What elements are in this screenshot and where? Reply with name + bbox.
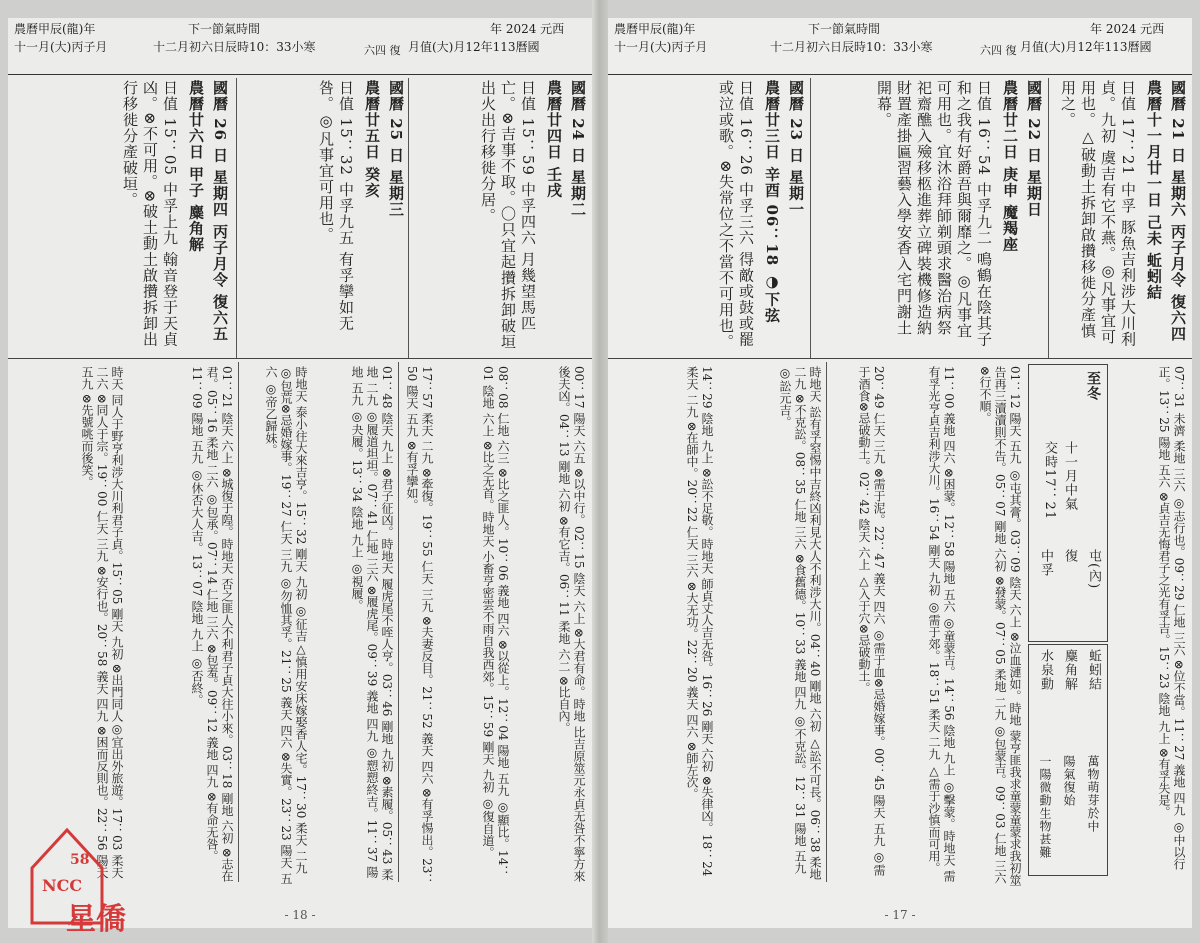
watermark-stamp <box>22 818 132 936</box>
hourly-column: 01：12 陽天 五九 ◎屯其膏。03：09 陰天 六上 ⊗泣血漣如。時地 蒙亨匪我求童蒙童蒙求我初筮告再三瀆瀆則不告。05：07 剛地 六初 ⊗發蒙。07：05 柔地 二九 ◎包蒙吉。09：03 仁地 三六 ⊗行不順。 <box>978 366 1022 886</box>
day-text: 日值 15：59 中孚四六 月幾望馬匹亡。⊗吉事不取。〇只宜起攢拆卸破垣出火出行移徙分居。 <box>479 80 537 350</box>
month-info: 月值(大)月12年113曆國 <box>408 40 540 54</box>
page-header <box>8 18 592 70</box>
term-time: 交時17：21 <box>1042 441 1057 521</box>
hourly-column: 00：17 陽天 六五 ⊗以中行。02：15 陰天 六上 ⊗大君有命。時地 比吉原筮元永貞无咎不寧方來後夫凶。04：13 剛地 六初 ⊗有它吉。06：11 柔地 六二 ⊗比自內。 <box>557 366 586 882</box>
column-rule <box>1048 78 1049 358</box>
western-year: 年 2024 元西 <box>1090 22 1165 36</box>
page-number: - 18 - <box>284 908 316 922</box>
column-rule <box>398 362 399 882</box>
phenomenon: 麋角解 <box>1062 649 1077 691</box>
day-text: 日值 16：26 中孚三六 得敵或鼓或罷或泣或歌。⊗失常位之不當不可用也。 <box>717 80 755 350</box>
next-term-label: 下一節氣時間 <box>188 22 261 36</box>
column-rule <box>810 78 811 358</box>
stamp-text: NCC <box>42 876 83 895</box>
term-line: 十一月中氣 <box>1062 441 1077 511</box>
hourly-column: 時天 同人于野亨利涉大川利君子貞。15：05 剛天 九初 ⊗出門同人◎宜出外旅遊。17：03 柔天 二六 ⊗同人于宗。19：00 仁天 三九 ⊗安行也。20：58 義天 四九 ⊗困而反則也。22：56 陽天 五九 ⊗先號咷而後笑。 <box>80 366 124 879</box>
day-text: 日值 15：32 中孚九五 有孚攣如无咎。◎凡事宜可用也。 <box>317 80 355 332</box>
day-lunar: 農曆廿四日 壬戌 <box>545 80 563 199</box>
left-page <box>8 18 592 937</box>
phenomena-box <box>1028 644 1108 876</box>
term-note: 陽氣復始 <box>1062 755 1076 807</box>
term-title: 至冬 <box>1085 371 1101 401</box>
column-rule <box>826 362 827 882</box>
hourly-column: 01：21 陰天 六上 ⊗城復于隍。時地天 否之匪人不利君子貞大往小來。03：18 剛地 六初 ⊗志在君。05：16 柔地 二六 ◎包承。07：14 仁地 三六 ⊗包羞。09：12 義地 四九 ⊗有命无咎。11：09 陽地 五九 ◎休否大人吉。13：07 陰地 九上 ◎否終。 <box>190 366 234 882</box>
day-lunar: 農曆廿五日 癸亥 <box>363 80 381 199</box>
term-note: 一陽微動生物甚難 <box>1038 755 1052 859</box>
column-rule <box>238 362 239 882</box>
day-title: 國曆 25 日 星期三 <box>387 80 405 218</box>
lunar-month: 十一月(大)丙子月 <box>614 40 708 54</box>
western-year: 年 2024 元西 <box>490 22 565 36</box>
day-text: 日值 15：05 中孚上九 翰音登于天貞凶。⊗不可用。⊗破土動土啟攢拆卸出行移徙分產破垣。 <box>121 80 179 348</box>
day-text: 日值 17：21 中孚 豚魚吉利涉大川利貞。九初 虞吉有它不燕。◎凡事宜可用也。△破動土拆卸啟攢移徙分產慎用之。 <box>1059 80 1137 348</box>
day-title: 國曆 23 日 星期一 <box>787 80 805 218</box>
day-lunar: 農曆廿六日 甲子 麋角解 <box>187 80 205 253</box>
book-gutter <box>592 0 608 943</box>
hexagram-tag: 六四 復 <box>364 44 401 57</box>
hourly-column: 時地天 泰小往大來吉亨。15：32 剛天 九初 ◎征吉△慎用安床嫁娶香人宅。17：30 柔天 二九 ◎包荒⊗忌婚嫁事。19：27 仁天 三九 ◎勿恤其孚。21：25 義天 四六 ⊗失實。23：23 陽天 五六 ◎帝乙歸妹。 <box>264 366 308 885</box>
hourly-column: 01：48 陰天 九上 ⊗君子征凶。時地天 履虎尾不咥人亨。03：46 剛地 九初 ⊗素履。05：43 柔地 二九 ◎履道坦坦。07：41 仁地 三六 ⊗履虎尾。09：39 義地 四九 ◎愬愬終吉。11：37 陽地 五九 ◎夬履。13：34 陰地 九上 ◎視履。 <box>350 366 394 881</box>
hourly-column: 17：57 柔天 二九 ⊗牽復。19：55 仁天 三九 ⊗夫妻反目。21：52 義天 四六 ⊗有孚惕出。23：50 陽天 五九 ⊗有孚攣如。 <box>405 366 434 886</box>
day-lunar: 農曆廿三日 辛酉 06：18 ◑下弦 <box>763 80 781 324</box>
hexagram-tag: 六四 復 <box>980 44 1017 57</box>
hourly-column: 08：08 仁地 六三 ⊗比之匪人。10：06 義地 四六 ⊗以從上。12：04 陽地 五九 ◎顯比。14：01 陰地 六上 ⊗比之无首。時地天 小畜亨密雲不雨自我西郊。15：59 剛天 九初 ◎復自道。 <box>481 366 510 878</box>
header-rule <box>608 74 1192 75</box>
gua-name: 中孚 <box>1038 549 1053 577</box>
stamp-number: 58 <box>70 852 90 868</box>
hourly-column: 11：00 義地 四六 ⊗困蒙。12：58 陽地 五六 ◎童蒙吉。14：56 陰地 九上 ◎擊蒙。時地天 需有孚光亨貞吉利涉大川。16：54 剛天 九初 ◎需于郊。18：51 柔天 二九 △需于沙慎而可用。 <box>927 366 956 882</box>
right-page <box>608 18 1192 928</box>
stamp-logo-text: 星僑 <box>66 902 126 937</box>
gua-name: 屯(內) <box>1086 549 1101 590</box>
hourly-column: 07：31 未濟 柔地 三六 ◎志行也。09：29 仁地 三六 ⊗位不當。11：27 義地 四九 ◎中以行正。13：25 陽地 五六 ⊗貞吉无悔君子之光有孚吉。15：23 陰地 九上 ⊗有孚失是。 <box>1157 366 1186 870</box>
lunar-month: 十一月(大)丙子月 <box>14 40 108 54</box>
phenomenon: 水泉動 <box>1038 649 1053 691</box>
gua-name: 復 <box>1062 549 1077 563</box>
next-term-time: 十二月初六日辰時10：33小寒 <box>153 40 316 54</box>
term-note: 萬物萌芽於中 <box>1086 755 1100 833</box>
day-lunar: 農曆十一月廿一日 己未 蚯蚓結 <box>1145 80 1163 301</box>
column-rule <box>408 78 409 358</box>
hourly-column: 20：49 仁天 三九 ⊗需于泥。22：47 義天 四六 ◎需于血⊗忌婚嫁事。00：45 陽天 五九 ◎需于酒食⊗忌破動土。02：42 陰天 六上 △入于穴⊗忌破動土。 <box>857 366 886 877</box>
next-term-time: 十二月初六日辰時10：33小寒 <box>770 40 933 54</box>
day-text: 日值 16：54 中孚九二 鳴鶴在陰其子和之我有好爵吾與爾靡之。◎凡事宜可用也。宜沐浴拜師剃頭求醫治病祭祀齋醮入殮移柩進葬立碑裝機修造納財置產掛匾習藝入學安香入宅門謝土開幕。 <box>875 80 993 348</box>
day-title: 國曆 21 日 星期六 丙子月令 復六四 <box>1169 80 1187 342</box>
day-title: 國曆 26 日 星期四 丙子月令 復六五 <box>211 80 229 342</box>
column-rule <box>236 78 237 358</box>
next-term-label: 下一節氣時間 <box>808 22 881 36</box>
lunar-year: 農曆甲辰(龍)年 <box>614 22 696 36</box>
day-lunar: 農曆廿二日 庚申 魔羯座 <box>1001 80 1019 253</box>
section-rule <box>608 358 1192 359</box>
hourly-column: 時地天 訟有孚窒惕中吉終凶利見大人不利涉大川。04：40 剛地 六初 △訟不可長。06：38 柔地 二九 ⊗不克訟。08：35 仁地 三六 ⊗食舊德。10：33 義地 四九 ◎不克訟。12：31 陽地 五九 ◎訟元吉。 <box>778 366 822 881</box>
hourly-column: 14：29 陰地 九上 ⊗訟不足敬。時地天 師貞丈人吉无咎。16：26 剛天 六初 ⊗失律凶。18：24 柔天 二九 ⊗在師中。20：22 仁天 三六 ⊗大无功。22：20 義天 四六 ⊗師左次。 <box>685 366 714 877</box>
page-header <box>608 18 1192 70</box>
month-info: 月值(大)月12年113曆國 <box>1020 40 1152 54</box>
section-rule <box>8 358 592 359</box>
page-number: - 17 - <box>884 908 916 922</box>
header-rule <box>8 74 592 75</box>
solar-term-box <box>1028 364 1108 642</box>
day-title: 國曆 22 日 星期日 <box>1025 80 1043 218</box>
day-title: 國曆 24 日 星期二 <box>569 80 587 218</box>
lunar-year: 農曆甲辰(龍)年 <box>14 22 96 36</box>
phenomenon: 蚯蚓結 <box>1086 649 1101 691</box>
